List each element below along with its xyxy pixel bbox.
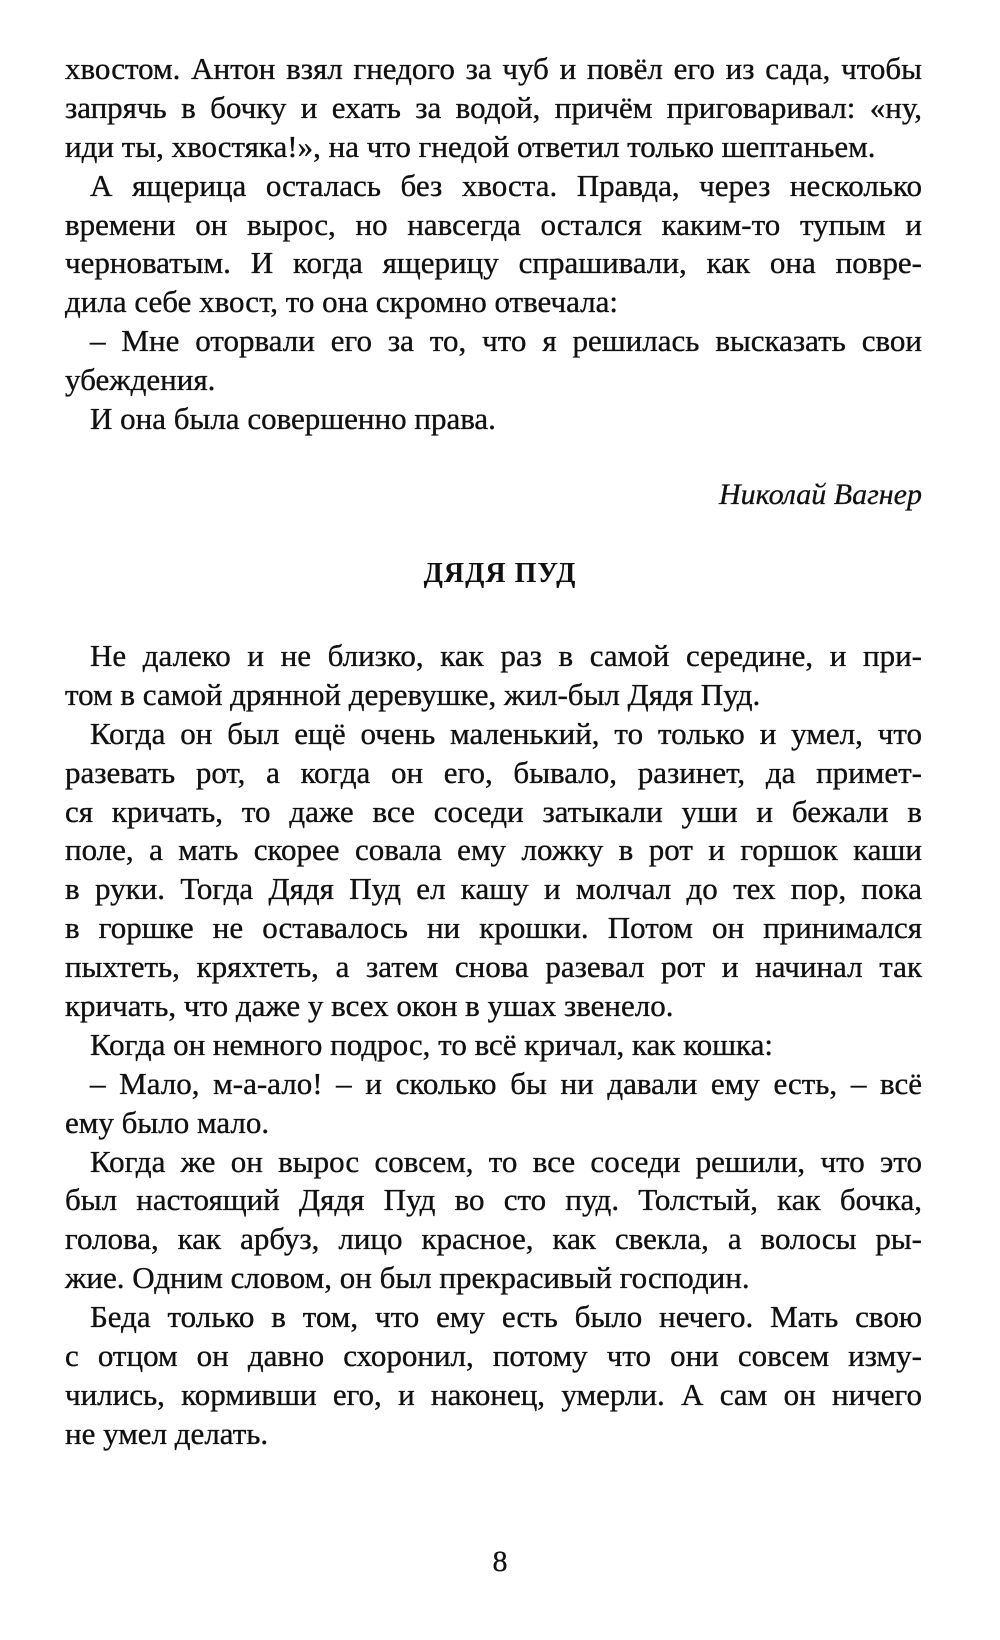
story-title: ДЯДЯ ПУД: [423, 558, 577, 589]
text-line: кричать, что даже у всех окон в ушах звенело.: [65, 988, 674, 1024]
page-number: 8: [492, 1545, 508, 1578]
text-line: А ящерица осталась без хвоста. Правда, через несколько: [90, 167, 922, 203]
author-signature: Николай Вагнер: [719, 478, 922, 511]
text-line: жие. Одним словом, он был прекрасивый господин.: [65, 1260, 750, 1296]
text-line: в руки. Тогда Дядя Пуд ел кашу и молчал до тех пор, пока: [65, 871, 922, 907]
text-line: разевать рот, а когда он его, бывало, разинет, да примет-: [65, 754, 922, 790]
text-line: Когда же он вырос совсем, то все соседи решили, что это: [90, 1143, 922, 1179]
section-1-text: [65, 50, 922, 439]
text-line: в горшке не оставалось ни крошки. Потом он принимался: [65, 910, 922, 946]
text-line: иди ты, хвостяка!», на что гнедой ответил только шептаньем.: [65, 128, 876, 164]
text-line: хвостом. Антон взял гнедого за чуб и повёл его из сада, чтобы: [65, 51, 922, 86]
text-line: голова, как арбуз, лицо красное, как свекла, а волосы ры-: [65, 1221, 922, 1257]
text-line: запрячь в бочку и ехать за водой, причём приговаривал: «ну,: [65, 89, 922, 125]
text-line: не умел делать.: [65, 1415, 269, 1451]
text-line: был настоящий Дядя Пуд во сто пуд. Толстый, как бочка,: [65, 1182, 922, 1218]
text-line: Когда он немного подрос, то всё кричал, как кошка:: [90, 1026, 774, 1062]
text-line: – Мало, м-а-ало! – и сколько бы ни давали ему есть, – всё: [90, 1065, 922, 1101]
text-line: И она была совершенно права.: [90, 401, 496, 437]
text-line: чились, кормивши его, и наконец, умерли. А сам он ничего: [65, 1376, 922, 1412]
text-line: дила себе хвост, то она скромно отвечала:: [65, 284, 619, 320]
text-line: пыхтеть, кряхтеть, а затем снова разевал рот и начинал так: [65, 949, 922, 985]
section-2-text: [65, 637, 922, 1454]
text-line: Не далеко и не близко, как раз в самой середине, и при-: [90, 638, 922, 673]
text-line: с отцом он давно схоронил, потому что они совсем изму-: [65, 1338, 922, 1374]
text-line: ему было мало.: [65, 1104, 270, 1140]
text-line: Когда он был ещё очень маленький, то только и умел, что: [90, 715, 922, 751]
text-line: – Мне оторвали его за то, что я решилась высказать свои: [90, 323, 922, 359]
text-line: ся кричать, то даже все соседи затыкали уши и бежали в: [65, 793, 922, 829]
text-line: том в самой дрянной деревушке, жил-был Дядя Пуд.: [65, 676, 761, 712]
text-line: поле, а мать скорее совала ему ложку в рот и горшок каши: [65, 832, 922, 868]
text-line: черноватым. И когда ящерицу спрашивали, как она повре-: [65, 245, 922, 281]
text-line: убеждения.: [65, 362, 216, 398]
text-line: времени он вырос, но навсегда остался каким-то тупым и: [65, 206, 922, 242]
text-line: Беда только в том, что ему есть было нечего. Мать свою: [90, 1299, 922, 1335]
